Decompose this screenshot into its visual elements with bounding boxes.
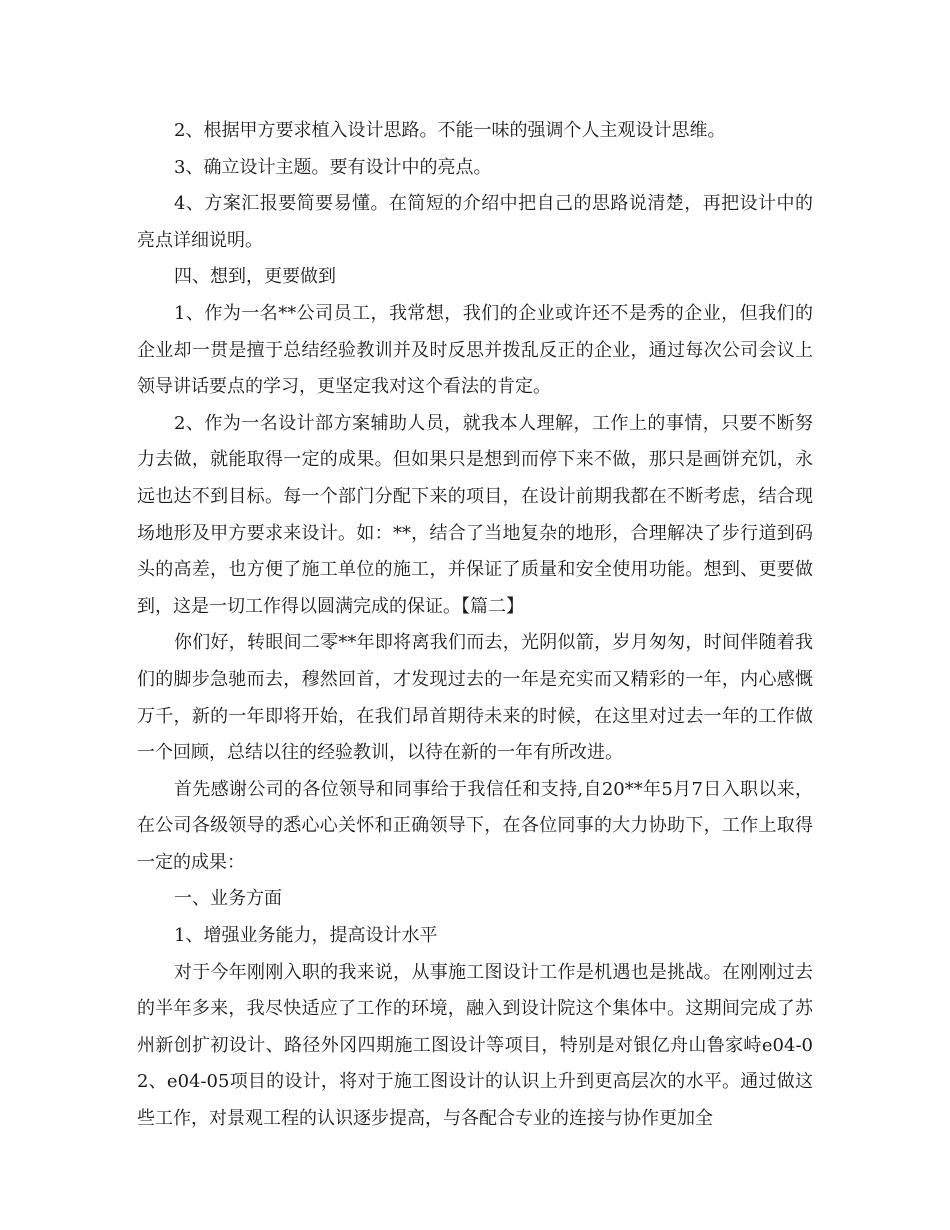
subsection-heading: 1、增强业务能力，提高设计水平 <box>174 925 438 947</box>
paragraph: 首先感谢公司的各位领导和同事给于我信任和支持,自20**年5月7日入职以来，在公司各级领导的悉心心关怀和正确领导下，在各位同事的大力协助下，工作上取得一定的成果： <box>137 778 813 873</box>
paragraph: 4、方案汇报要简要易懂。在简短的介绍中把自己的思路说清楚，再把设计中的亮点详细说明。 <box>137 193 813 251</box>
paragraph: 你们好，转眼间二零**年即将离我们而去，光阴似箭，岁月匆匆，时间伴随着我们的脚步急驰而去，穆然回首，才发现过去的一年是充实而又精彩的一年，内心感慨万千，新的一年即将开始，在我们昂首期待未来的时候，在这里对过去一年的工作做一个回顾，总结以往的经验教训，以待在新的一年有所改进。 <box>137 632 813 764</box>
section-heading: 一、业务方面 <box>174 888 282 910</box>
paragraph: 3、确立设计主题。要有设计中的亮点。 <box>174 156 492 178</box>
paragraph: 2、作为一名设计部方案辅助人员，就我本人理解，工作上的事情，只要不断努力去做，就能取得一定的成果。但如果只是想到而停下来不做，那只是画饼充饥，永远也达不到目标。每一个部门分配下来的项目，在设计前期我都在不断考虑，结合现场地形及甲方要求来设计。如：**，结合了当地复杂的地形，合理解决了步行道到码头的高差，也方便了施工单位的施工，并保证了质量和安全使用功能。想到、更要做到，这是一切工作得以圆满完成的保证。【篇二】 <box>137 412 813 617</box>
document-body <box>137 113 813 1138</box>
section-heading: 四、想到，更要做到 <box>174 266 336 288</box>
paragraph: 对于今年刚刚入职的我来说，从事施工图设计工作是机遇也是挑战。在刚刚过去的半年多来，我尽快适应了工作的环境，融入到设计院这个集体中。这期间完成了苏州新创扩初设计、路径外冈四期施工图设计等项目，特别是对银亿舟山鲁家峙e04-02、e04-05项目的设计，将对于施工图设计的认识上升到更高层次的水平。通过做这些工作，对景观工程的认识逐步提高，与各配合专业的连接与协作更加全 <box>137 961 813 1130</box>
paragraph: 2、根据甲方要求植入设计思路。不能一味的强调个人主观设计思维。 <box>174 120 726 141</box>
paragraph: 1、作为一名**公司员工，我常想，我们的企业或许还不是秀的企业，但我们的企业却一贯是擅于总结经验教训并及时反思并拨乱反正的企业，通过每次公司会议上领导讲话要点的学习，更坚定我对这个看法的肯定。 <box>137 302 813 398</box>
